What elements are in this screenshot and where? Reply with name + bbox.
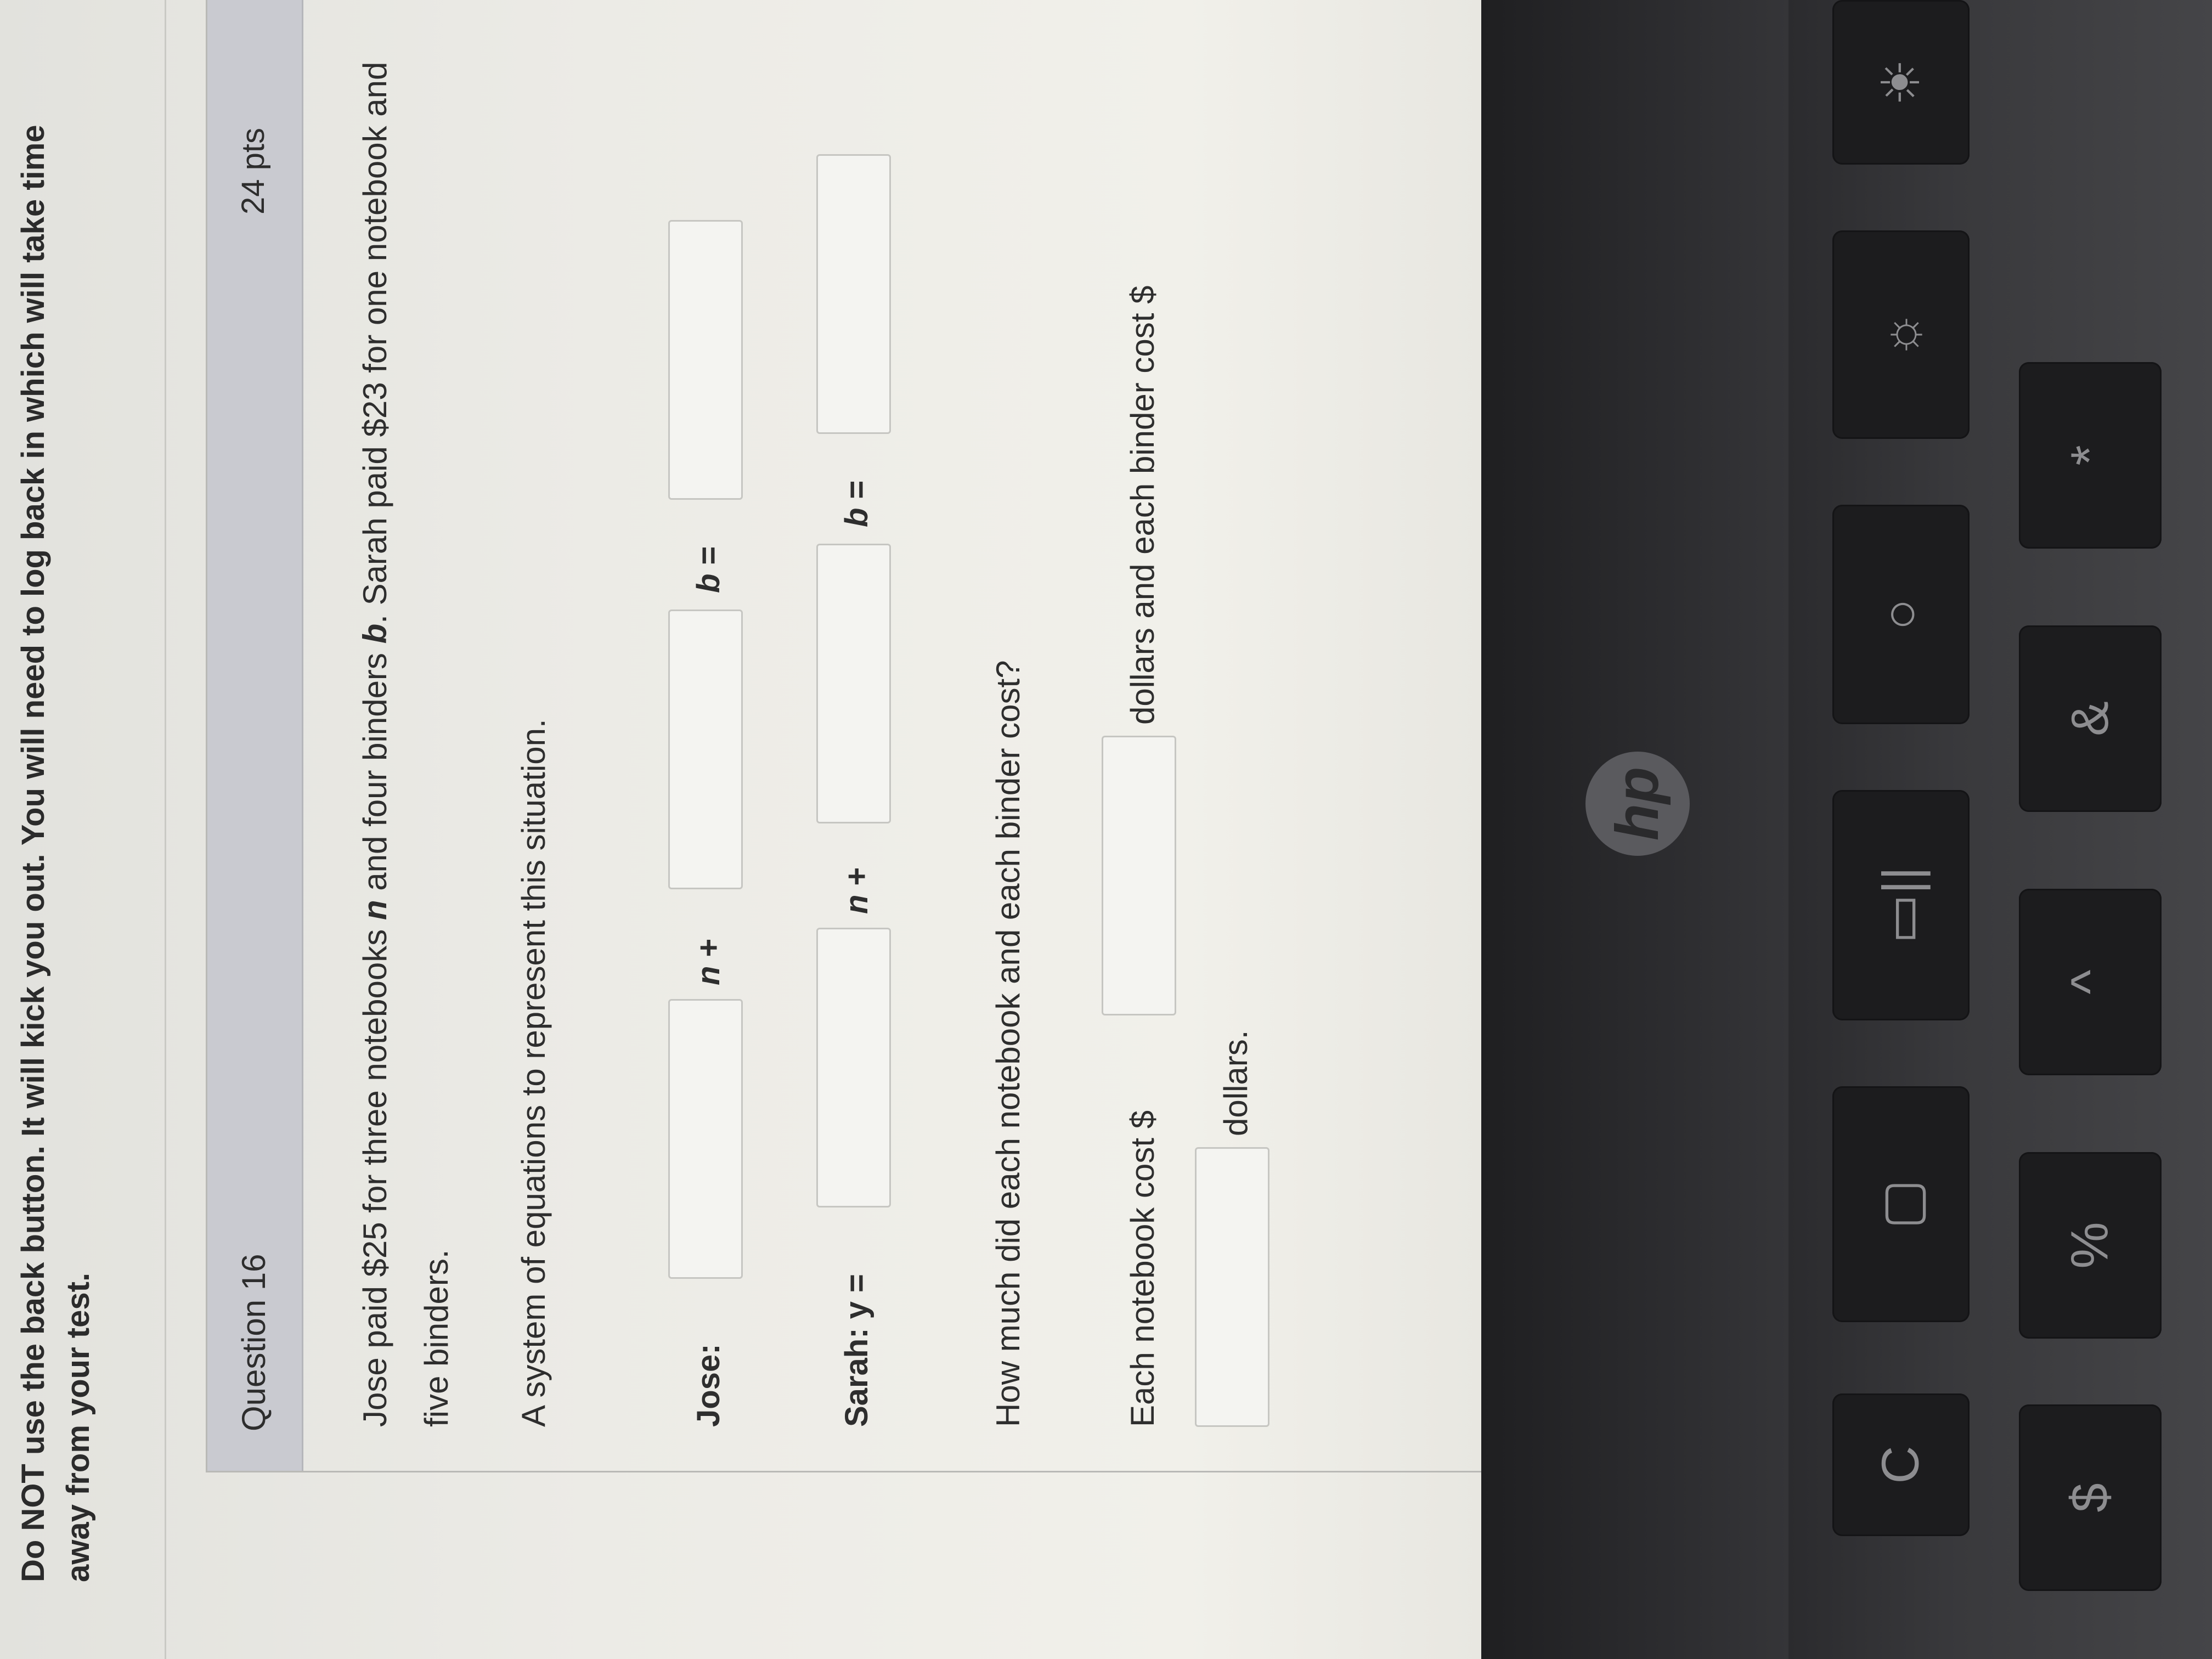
jose-b-coefficient-input[interactable] [668,610,743,889]
key-7-ampersand[interactable]: & [2019,625,2162,812]
key-8-asterisk[interactable]: * [2019,362,2162,549]
sarah-n-term: n + [839,867,874,914]
mute-key[interactable]: ☀ [1832,0,1970,165]
question-header [207,0,303,1471]
key-6-caret[interactable]: ^ [2019,889,2162,1075]
fullscreen-key[interactable]: ▢ [1832,1086,1970,1322]
question-points: 24 pts [235,128,271,215]
jose-n-coefficient-input[interactable] [668,999,743,1279]
jose-label: Jose: [691,1344,726,1427]
sarah-label: Sarah: y = [839,1274,874,1427]
question-text-part-3: . Sarah paid $23 for one notebook and five binders. [357,61,455,1427]
notebook-cost-input[interactable] [1102,736,1176,1015]
jose-total-input[interactable] [668,220,743,500]
variable-n: n [357,900,393,921]
overview-key[interactable]: ▭|| [1832,790,1970,1020]
header-divider [165,0,166,1659]
sarah-b-term: b = [839,480,874,527]
brightness-up-key[interactable]: ☼ [1832,230,1970,439]
question-text-part-1: Jose paid $25 for three notebooks [357,920,393,1427]
jose-n-term: n + [691,938,726,985]
variable-b: b [357,623,393,644]
brightness-down-key[interactable]: ○ [1832,505,1970,724]
binder-cost-input[interactable] [1195,1147,1269,1427]
question-title: Question 16 [235,1254,272,1431]
key-5-percent[interactable]: % [2019,1152,2162,1339]
sarah-b-coefficient-input[interactable] [816,544,891,823]
sarah-total-input[interactable] [816,154,891,434]
question-text-part-2: and four binders [357,644,393,900]
question-text [345,22,467,1427]
question-prompt: A system of equations to represent this situation. [515,719,552,1427]
question-card [206,0,1524,1472]
laptop-keyboard [1788,0,2212,1659]
key-4-dollar[interactable]: $ [2019,1404,2162,1591]
sarah-n-coefficient-input[interactable] [816,928,891,1207]
dollars-suffix: dollars. [1217,1030,1254,1136]
refresh-key[interactable]: C [1832,1393,1970,1536]
notebook-cost-prefix: Each notebook cost $ [1124,1110,1161,1427]
jose-b-term: b = [691,546,726,593]
back-button-warning: Do NOT use the back button. It will kick you out. You will need to log back in which will take time away from your test. [15,125,96,1582]
binder-cost-prefix: dollars and each binder cost $ [1124,285,1161,725]
hp-logo: hp [1585,752,1690,856]
question-ask: How much did each notebook and each binder cost? [990,660,1026,1427]
